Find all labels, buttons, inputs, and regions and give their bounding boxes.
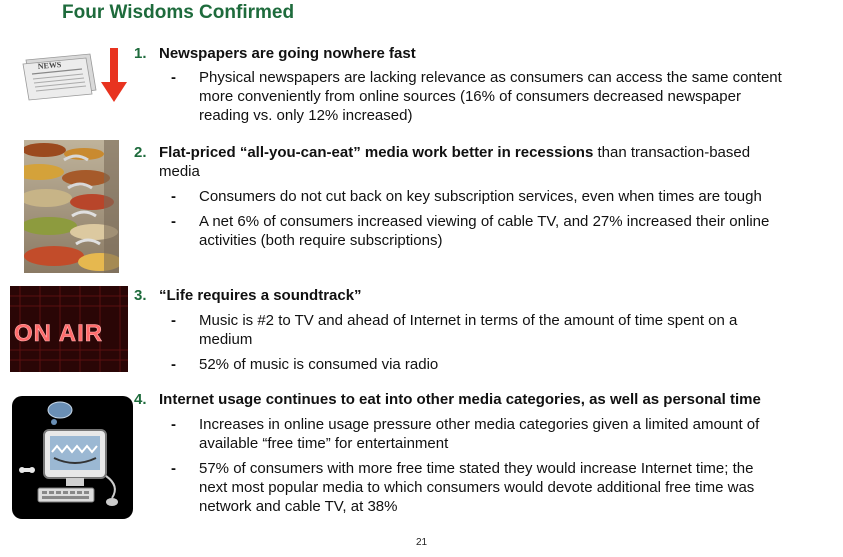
- bullet-text: Music is #2 to TV and ahead of Internet in terms of the amount of time spent on a medium: [199, 312, 738, 348]
- on-air-label: ON AIR: [14, 320, 104, 347]
- bullet-text: Physical newspapers are lacking relevance as consumers can access the same content more conveniently from online sources (16% of consumers decreased newspaper reading vs. only 12% increased): [199, 69, 782, 124]
- wisdom-heading: Internet usage continues to eat into other media categories, as well as personal time: [159, 391, 761, 408]
- wisdom-heading: Flat-priced “all-you-can-eat” media work better in recessions: [159, 144, 594, 161]
- bullet-text: Consumers do not cut back on key subscription services, even when times are tough: [199, 188, 762, 205]
- wisdom-number: 4.: [134, 391, 147, 408]
- bullet-item: [171, 355, 783, 374]
- dash-bullet: -: [171, 312, 176, 329]
- bullet-text: 57% of consumers with more free time stated they would increase Internet time; the next most popular media to which consumers would devote additional free time was network and cable TV, at 38%: [199, 460, 755, 515]
- bullet-item: [171, 459, 783, 516]
- dash-bullet: -: [171, 356, 176, 373]
- wisdom-heading-rest: than transaction-based media: [159, 144, 751, 180]
- wisdom-number: 1.: [134, 45, 147, 62]
- slide-title: Four Wisdoms Confirmed: [62, 2, 295, 23]
- wisdom-number: 3.: [134, 287, 147, 304]
- bullet-item: [171, 68, 783, 125]
- bullet-item: [171, 187, 783, 206]
- dash-bullet: -: [171, 213, 176, 230]
- dash-bullet: -: [171, 69, 176, 86]
- newspaper-image: [20, 50, 100, 102]
- bullet-text: 52% of music is consumed via radio: [199, 356, 439, 373]
- on-air-image: [10, 286, 128, 372]
- page-number: 21: [416, 537, 428, 548]
- wisdom-2: [134, 143, 783, 250]
- wisdom-3: [134, 286, 783, 374]
- computer-cartoon-image: [12, 396, 133, 519]
- wisdom-heading: Newspapers are going nowhere fast: [159, 45, 416, 62]
- dash-bullet: -: [171, 416, 176, 433]
- newspaper-label: NEWS: [37, 59, 62, 71]
- bullet-text: A net 6% of consumers increased viewing of cable TV, and 27% increased their online activities (both require subscriptions): [199, 213, 770, 249]
- dash-bullet: -: [171, 188, 176, 205]
- wisdom-number: 2.: [134, 144, 147, 161]
- bullet-item: [171, 415, 783, 453]
- bullet-item: [171, 311, 783, 349]
- wisdom-heading: “Life requires a soundtrack”: [159, 287, 362, 304]
- bullet-text: Increases in online usage pressure other media categories given a limited amount of available “free time” for entertainment: [199, 416, 760, 452]
- dash-bullet: -: [171, 460, 176, 477]
- down-arrow-icon: [99, 46, 129, 104]
- buffet-image: [24, 140, 119, 273]
- bullet-item: [171, 212, 783, 250]
- wisdom-4: [134, 390, 783, 516]
- wisdom-1: [134, 44, 783, 125]
